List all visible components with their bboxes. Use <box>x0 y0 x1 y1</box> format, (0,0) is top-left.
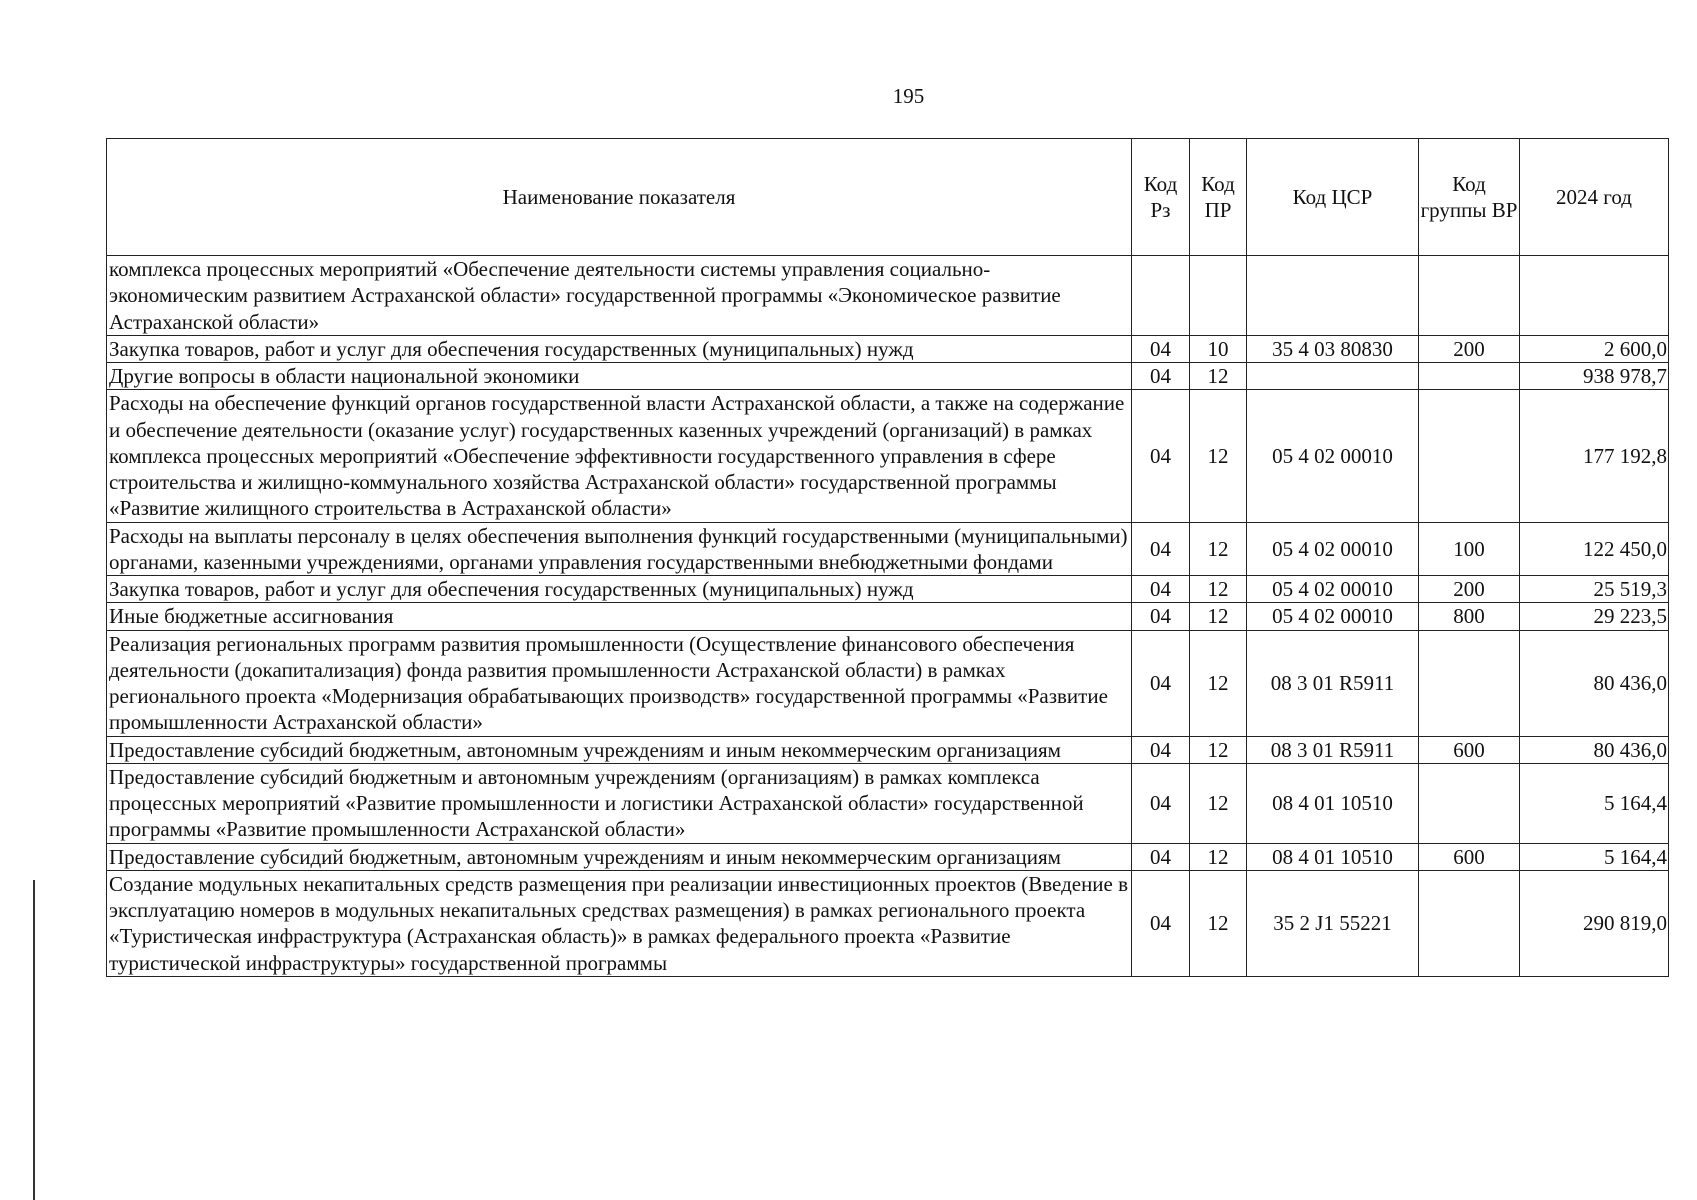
header-csr: Код ЦСР <box>1247 139 1419 256</box>
row-rz: 04 <box>1132 736 1190 763</box>
row-rz: 04 <box>1132 630 1190 736</box>
row-csr: 05 4 02 00010 <box>1247 603 1419 630</box>
row-csr: 08 3 01 R5911 <box>1247 736 1419 763</box>
table-row <box>107 335 1669 362</box>
table-row <box>107 630 1669 736</box>
table-row <box>107 736 1669 763</box>
row-csr: 05 4 02 00010 <box>1247 576 1419 603</box>
header-name: Наименование показателя <box>107 139 1132 256</box>
table-row <box>107 843 1669 870</box>
row-pr: 12 <box>1190 630 1247 736</box>
row-pr: 12 <box>1190 390 1247 522</box>
row-vr <box>1419 256 1520 336</box>
row-csr: 08 3 01 R5911 <box>1247 630 1419 736</box>
table-row <box>107 522 1669 576</box>
row-rz: 04 <box>1132 390 1190 522</box>
margin-line <box>33 880 35 1200</box>
row-rz: 04 <box>1132 576 1190 603</box>
row-rz <box>1132 256 1190 336</box>
row-sum: 177 192,8 <box>1520 390 1669 522</box>
header-year: 2024 год <box>1520 139 1669 256</box>
row-pr: 12 <box>1190 763 1247 843</box>
row-pr: 12 <box>1190 736 1247 763</box>
row-csr: 35 4 03 80830 <box>1247 335 1419 362</box>
row-sum: 25 519,3 <box>1520 576 1669 603</box>
row-sum: 2 600,0 <box>1520 335 1669 362</box>
row-sum: 29 223,5 <box>1520 603 1669 630</box>
row-name: Расходы на выплаты персоналу в целях обеспечения выполнения функций государственными (муниципальными) органами, казенными учреждениями, органами управления государственными внебюджетными фондами <box>107 522 1132 576</box>
row-vr: 600 <box>1419 843 1520 870</box>
row-pr <box>1190 256 1247 336</box>
row-pr: 12 <box>1190 363 1247 390</box>
row-csr <box>1247 363 1419 390</box>
row-csr: 08 4 01 10510 <box>1247 763 1419 843</box>
header-rz: Код Рз <box>1132 139 1190 256</box>
row-vr <box>1419 390 1520 522</box>
table-row <box>107 603 1669 630</box>
row-sum: 938 978,7 <box>1520 363 1669 390</box>
table-header-row <box>107 139 1669 256</box>
row-name: Закупка товаров, работ и услуг для обеспечения государственных (муниципальных) нужд <box>107 576 1132 603</box>
table-row <box>107 256 1669 336</box>
row-rz: 04 <box>1132 335 1190 362</box>
row-vr <box>1419 870 1520 976</box>
row-csr: 05 4 02 00010 <box>1247 522 1419 576</box>
table-row <box>107 870 1669 976</box>
budget-table <box>106 138 1669 977</box>
row-name: Расходы на обеспечение функций органов государственной власти Астраханской области, а также на содержание и обеспечение деятельности (оказание услуг) государственных казенных учреждений (организаций) в рамках комплекса процессных мероприятий «Обеспечение эффективности государственного управления в сфере строительства и жилищно-коммунального хозяйства Астраханской области» государственной программы «Развитие жилищного строительства в Астраханской области» <box>107 390 1132 522</box>
page-number: 195 <box>892 84 925 108</box>
row-vr: 200 <box>1419 335 1520 362</box>
row-name: комплекса процессных мероприятий «Обеспечение деятельности системы управления социально-экономическим развитием Астраханской области» государственной программы «Экономическое развитие Астраханской области» <box>107 256 1132 336</box>
row-sum <box>1520 256 1669 336</box>
row-rz: 04 <box>1132 522 1190 576</box>
row-pr: 12 <box>1190 576 1247 603</box>
row-name: Реализация региональных программ развития промышленности (Осуществление финансового обеспечения деятельности (докапитализация) фонда развития промышленности Астраханской области) в рамках регионального проекта «Модернизация обрабатывающих производств» государственной программы «Развитие промышленности Астраханской области» <box>107 630 1132 736</box>
row-csr: 35 2 J1 55221 <box>1247 870 1419 976</box>
row-name: Другие вопросы в области национальной экономики <box>107 363 1132 390</box>
row-sum: 80 436,0 <box>1520 736 1669 763</box>
row-name: Предоставление субсидий бюджетным и автономным учреждениям (организациям) в рамках комплекса процессных мероприятий «Развитие промышленности и логистики Астраханской области» государственной программы «Развитие промышленности Астраханской области» <box>107 763 1132 843</box>
row-csr: 05 4 02 00010 <box>1247 390 1419 522</box>
row-csr <box>1247 256 1419 336</box>
row-vr <box>1419 363 1520 390</box>
header-vr: Код группы ВР <box>1419 139 1520 256</box>
row-pr: 12 <box>1190 843 1247 870</box>
row-rz: 04 <box>1132 603 1190 630</box>
row-rz: 04 <box>1132 363 1190 390</box>
row-csr: 08 4 01 10510 <box>1247 843 1419 870</box>
row-name: Создание модульных некапитальных средств размещения при реализации инвестиционных проектов (Введение в эксплуатацию номеров в модульных некапитальных средствах размещения) в рамках регионального проекта «Туристическая инфраструктура (Астраханская область)» в рамках федерального проекта «Развитие туристической инфраструктуры» государственной программы <box>107 870 1132 976</box>
table-row <box>107 363 1669 390</box>
row-vr: 200 <box>1419 576 1520 603</box>
row-vr: 600 <box>1419 736 1520 763</box>
row-sum: 5 164,4 <box>1520 843 1669 870</box>
row-pr: 12 <box>1190 870 1247 976</box>
row-name: Предоставление субсидий бюджетным, автономным учреждениям и иным некоммерческим организациям <box>107 843 1132 870</box>
table-row <box>107 576 1669 603</box>
row-vr: 800 <box>1419 603 1520 630</box>
row-pr: 10 <box>1190 335 1247 362</box>
table-row <box>107 390 1669 522</box>
row-name: Иные бюджетные ассигнования <box>107 603 1132 630</box>
row-name: Закупка товаров, работ и услуг для обеспечения государственных (муниципальных) нужд <box>107 335 1132 362</box>
row-rz: 04 <box>1132 763 1190 843</box>
row-pr: 12 <box>1190 522 1247 576</box>
table-row <box>107 763 1669 843</box>
row-rz: 04 <box>1132 870 1190 976</box>
row-rz: 04 <box>1132 843 1190 870</box>
row-vr <box>1419 630 1520 736</box>
row-sum: 290 819,0 <box>1520 870 1669 976</box>
row-vr: 100 <box>1419 522 1520 576</box>
row-sum: 122 450,0 <box>1520 522 1669 576</box>
row-sum: 80 436,0 <box>1520 630 1669 736</box>
row-name: Предоставление субсидий бюджетным, автономным учреждениям и иным некоммерческим организациям <box>107 736 1132 763</box>
row-pr: 12 <box>1190 603 1247 630</box>
header-pr: Код ПР <box>1190 139 1247 256</box>
row-sum: 5 164,4 <box>1520 763 1669 843</box>
row-vr <box>1419 763 1520 843</box>
